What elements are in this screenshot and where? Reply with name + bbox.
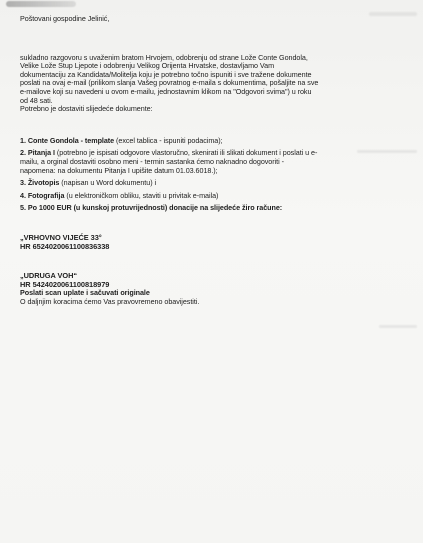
intro-paragraph	[20, 54, 412, 106]
item-title: 2. Pitanja I	[20, 148, 55, 158]
item-text: napomena: na dokumentu Pitanja I upišite datum 01.03.6018.);	[20, 165, 218, 175]
item-text: mailu, a orginal dostaviti osobno meni - termin sastanka ćemo naknadno dogovoriti -	[20, 156, 284, 166]
intro-line: dokumentaciju za Kandidata/Molitelja koju je potrebno točno ispuniti i sve tražene dokumente	[20, 69, 312, 79]
account-block	[20, 234, 412, 251]
list-item	[20, 137, 412, 146]
documents-list	[20, 137, 412, 213]
item-text: (u elektroničkom obliku, staviti u privitak e-maila)	[64, 190, 219, 200]
list-item	[20, 204, 412, 213]
account-block	[20, 272, 412, 289]
greeting: Poštovani gospodine Jelinić,	[20, 14, 110, 23]
documents-heading: Potrebno je dostaviti slijedeće dokumente:	[20, 104, 153, 114]
item-text: (napisan u Word dokumentu) i	[59, 178, 157, 188]
account-iban: HR 5424020061100818979	[20, 279, 110, 289]
intro-line: Velike Lože Stup Ljepote i odobrenju Velikog Orijenta Hrvatske, dostavljamo Vam	[20, 61, 275, 71]
intro-line: e-mailove koji su navedeni u ovom e-mailu, jednostavnim klikom na "Odgovori svima") u roku	[20, 86, 312, 96]
item-text: (potrebno je ispisati odgovore vlastoručno, skenirati ili slikati dokument i poslati u e-	[54, 148, 318, 158]
account-iban: HR 6524020061100836338	[20, 241, 110, 251]
account-name: „VRHOVNO VIJEĆE 33°	[20, 232, 102, 242]
item-title: 5. Po 1000 EUR (u kunskoj protuvrijednosti) donacije na slijedeće žiro račune:	[20, 203, 283, 213]
letter-body	[20, 15, 412, 306]
intro-line: od 48 sati.	[20, 95, 53, 105]
item-text: (excel tablica - ispuniti podacima);	[114, 135, 223, 145]
item-title: 4. Fotografija	[20, 190, 65, 200]
account-name: „UDRUGA VOH“	[20, 271, 78, 281]
scan-note: Poslati scan uplate i sačuvati originale	[20, 288, 150, 298]
bleed-through-mark	[379, 325, 417, 328]
intro-line: sukladno razgovoru s uvaženim bratom Hrvojem, odobrenju od strane Lože Conte Gondola,	[20, 52, 308, 62]
list-item	[20, 179, 412, 188]
intro-line: poslati na ovaj e-mail (prilikom slanja Vašeg povratnog e-maila s dokumentima, pošaljite na sve	[20, 78, 319, 88]
item-title: 3. Životopis	[20, 178, 60, 188]
item-title: 1. Conte Gondola - template	[20, 135, 115, 145]
list-item	[20, 149, 412, 175]
header-smudge	[6, 1, 76, 7]
list-item	[20, 192, 412, 201]
closing-line: O daljnjim koracima ćemo Vas pravovremeno obavijestiti.	[20, 296, 200, 306]
